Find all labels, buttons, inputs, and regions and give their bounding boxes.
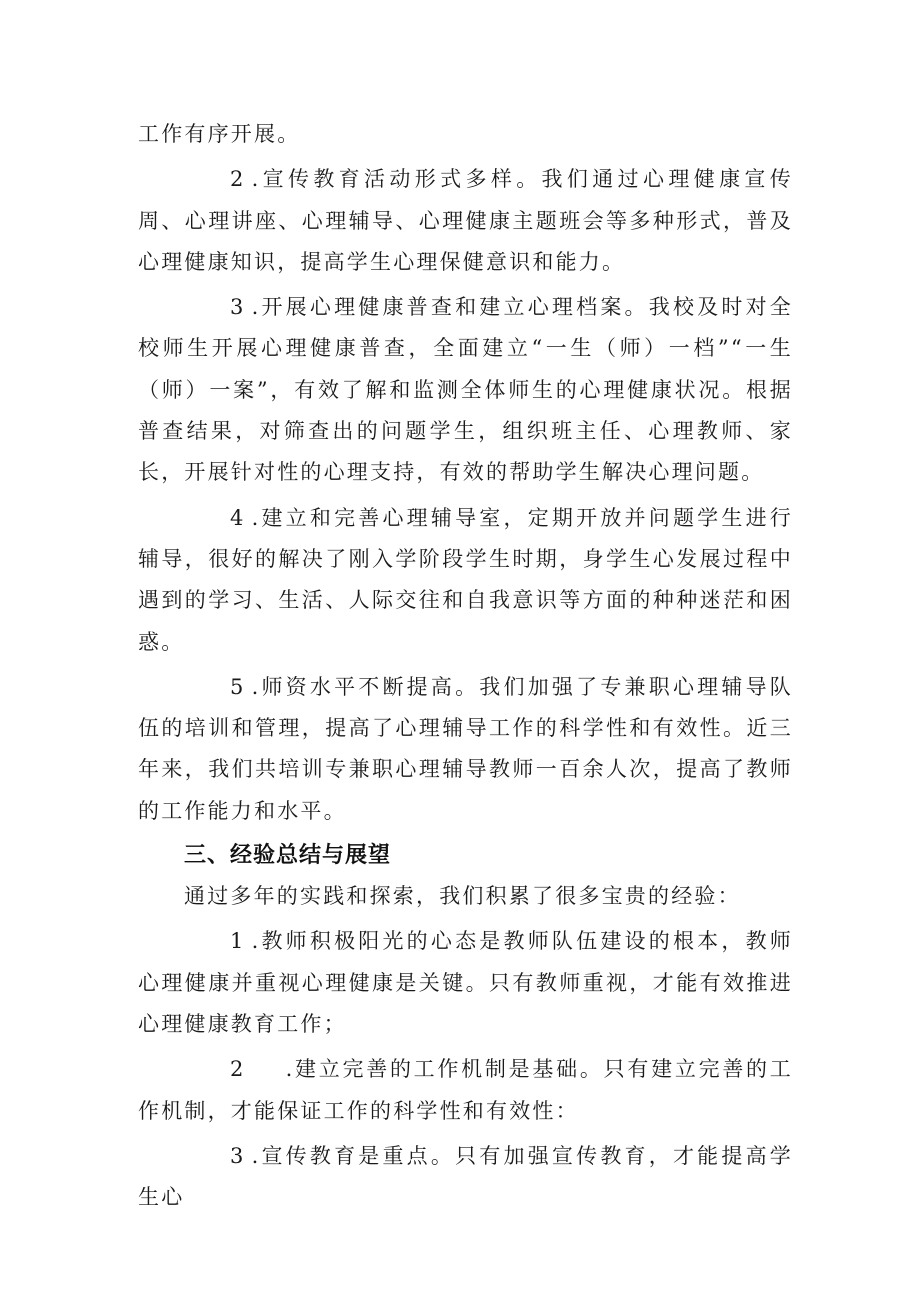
list-number: 5 — [230, 674, 246, 699]
list-item-3-survey — [138, 287, 793, 493]
list-number: 2 — [230, 1057, 246, 1082]
list-number: 3 — [230, 1143, 246, 1168]
paragraph-text: .宣传教育是重点。只有加强宣传教育，才能提高学生心 — [138, 1143, 793, 1210]
paragraph-text: .建立完善的工作机制是基础。只有建立完善的工作机制，才能保证工作的科学性和有效性： — [138, 1057, 793, 1123]
paragraph-text: 工作有序开展。 — [138, 122, 301, 146]
paragraph-text: .教师积极阳光的心态是教师队伍建设的根本，教师心理健康并重视心理健康是关键。只有教师重视，才能有效推进心理健康教育工作； — [138, 929, 793, 1036]
list-item-5-teachers — [138, 667, 793, 832]
document-body — [138, 114, 793, 1218]
section-intro — [138, 876, 793, 917]
paragraph-text: .开展心理健康普查和建立心理档案。我校及时对全校师生开展心理健康普查，全面建立“一生（师）一档”“一生（师）一案”，有效了解和监测全体师生的心理健康状况。根据普查结果，对筛查出的问题学生，组织班主任、心理教师、家长，开展针对性的心理支持，有效的帮助学生解决心理问题。 — [138, 295, 793, 485]
list-item-1-mindset — [138, 921, 793, 1045]
paragraph-text: 通过多年的实践和探索，我们积累了很多宝贵的经验： — [184, 884, 741, 909]
section-heading: 三、经验总结与展望 — [184, 843, 392, 869]
list-number: 4 — [230, 505, 246, 530]
list-number: 2 — [230, 167, 246, 192]
paragraph-text: .宣传教育活动形式多样。我们通过心理健康宣传周、心理讲座、心理辅导、心理健康主题班会等多种形式，普及心理健康知识，提高学生心理保健意识和能力。 — [138, 167, 793, 274]
list-item-2-mechanism — [138, 1049, 793, 1132]
list-item-4-counseling-room — [138, 498, 793, 663]
list-item-2-publicity — [138, 159, 793, 283]
paragraph-continuation — [138, 114, 793, 155]
paragraph-text: .师资水平不断提高。我们加强了专兼职心理辅导队伍的培训和管理，提高了心理辅导工作的科学性和有效性。近三年来，我们共培训专兼职心理辅导教师一百余人次，提高了教师的工作能力和水平。 — [138, 674, 793, 823]
paragraph-text: .建立和完善心理辅导室，定期开放并问题学生进行辅导，很好的解决了刚入学阶段学生时期，身学生心发展过程中遇到的学习、生活、人际交往和自我意识等方面的种种迷茫和困惑。 — [138, 505, 793, 654]
list-item-3-publicity-focus — [138, 1136, 793, 1219]
list-number: 3 — [230, 295, 246, 320]
list-number: 1 — [230, 929, 246, 954]
